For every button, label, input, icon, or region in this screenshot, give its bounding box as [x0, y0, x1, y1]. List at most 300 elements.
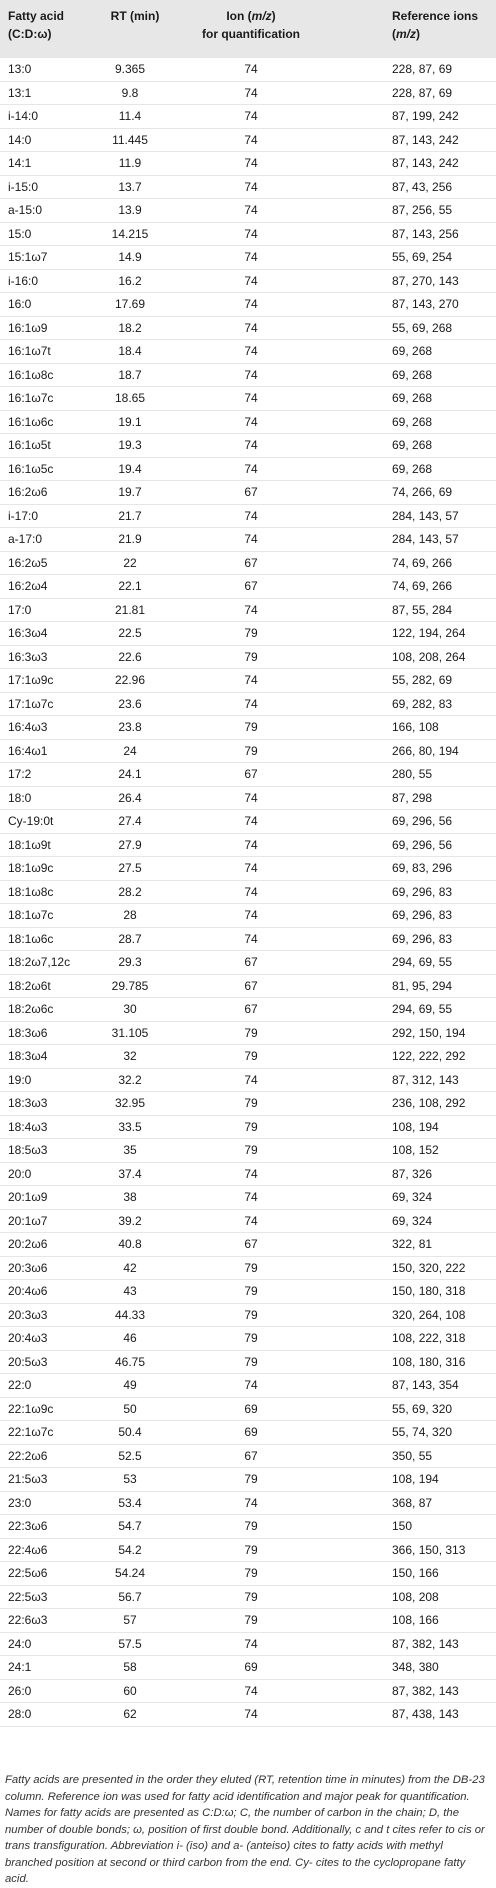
- table-row: [0, 340, 496, 364]
- cell-reference-ions: 108, 208: [392, 1589, 439, 1604]
- cell-fatty-acid: 16:3ω4: [8, 626, 48, 640]
- cell-rt: 50.4: [118, 1425, 142, 1439]
- header-ion: [176, 0, 326, 58]
- table-row: [0, 152, 496, 176]
- cell-fatty-acid: 22:0: [8, 1378, 32, 1392]
- cell-rt: 49: [123, 1378, 137, 1392]
- cell-ion: 74: [244, 344, 258, 358]
- cell-rt: 57: [123, 1613, 137, 1627]
- cell-ion: 69: [244, 1660, 258, 1674]
- cell-fatty-acid: 22:1ω9c: [8, 1401, 54, 1416]
- cell-rt: 50: [123, 1401, 137, 1416]
- cell-ion: 74: [244, 391, 258, 405]
- table-row: [0, 975, 496, 999]
- table-row: [0, 1233, 496, 1257]
- cell-fatty-acid: 16:3ω3: [8, 649, 48, 664]
- cell-reference-ions: 294, 69, 55: [392, 1002, 453, 1016]
- cell-reference-ions: 69, 268: [392, 367, 433, 382]
- cell-rt: 27.5: [118, 861, 142, 875]
- cell-rt: 58: [123, 1660, 137, 1674]
- cell-reference-ions: 69, 296, 56: [392, 814, 453, 828]
- cell-reference-ions: 55, 282, 69: [392, 673, 453, 687]
- cell-ion: 67: [244, 978, 258, 993]
- cell-fatty-acid: i-16:0: [8, 273, 39, 288]
- cell-ion: 79: [244, 1613, 258, 1627]
- cell-reference-ions: 87, 143, 354: [392, 1378, 459, 1392]
- cell-reference-ions: 87, 199, 242: [392, 109, 459, 123]
- cell-fatty-acid: 24:0: [8, 1636, 32, 1651]
- cell-ion: 74: [244, 179, 258, 194]
- cell-ion: 74: [244, 461, 258, 476]
- table-row: [0, 505, 496, 529]
- cell-ion: 74: [244, 132, 258, 147]
- header-ion-line2: for quantification: [202, 27, 300, 41]
- table-row: [0, 58, 496, 82]
- cell-fatty-acid: 20:4ω6: [8, 1284, 48, 1298]
- cell-fatty-acid: 17:2: [8, 767, 32, 781]
- cell-fatty-acid: 16:1ω7t: [8, 344, 51, 358]
- cell-ion: 79: [244, 1354, 258, 1369]
- cell-ion: 74: [244, 367, 258, 382]
- cell-reference-ions: 228, 87, 69: [392, 62, 453, 76]
- cell-ion: 74: [244, 1213, 258, 1228]
- cell-rt: 38: [123, 1190, 137, 1204]
- table-row: [0, 1304, 496, 1328]
- cell-ion: 74: [244, 884, 258, 899]
- cell-fatty-acid: 24:1: [8, 1660, 32, 1674]
- cell-rt: 54.2: [118, 1542, 142, 1557]
- cell-reference-ions: 55, 69, 320: [392, 1401, 453, 1416]
- table-row: [0, 998, 496, 1022]
- cell-ion: 74: [244, 861, 258, 875]
- cell-reference-ions: 368, 87: [392, 1495, 433, 1510]
- cell-fatty-acid: 20:4ω3: [8, 1331, 48, 1345]
- table-row: [0, 1116, 496, 1140]
- cell-rt: 18.4: [118, 344, 142, 358]
- table-row: [0, 364, 496, 388]
- cell-reference-ions: 87, 43, 256: [392, 179, 453, 194]
- cell-rt: 9.365: [114, 62, 146, 76]
- table-row: [0, 1703, 496, 1727]
- cell-reference-ions: 236, 108, 292: [392, 1096, 466, 1110]
- table-row: [0, 1280, 496, 1304]
- cell-fatty-acid: 23:0: [8, 1495, 32, 1510]
- cell-ion: 79: [244, 1331, 258, 1345]
- cell-reference-ions: 280, 55: [392, 767, 433, 781]
- cell-rt: 23.8: [118, 720, 142, 734]
- table-row: [0, 928, 496, 952]
- cell-ion: 79: [244, 626, 258, 640]
- cell-ion: 74: [244, 790, 258, 805]
- cell-rt: 24: [123, 743, 137, 758]
- cell-ion: 79: [244, 1119, 258, 1134]
- table-row: [0, 1492, 496, 1516]
- cell-rt: 43: [123, 1284, 137, 1298]
- cell-rt: 19.7: [118, 485, 142, 499]
- table-row: [0, 763, 496, 787]
- cell-reference-ions: 69, 268: [392, 391, 433, 405]
- cell-reference-ions: 69, 268: [392, 414, 433, 429]
- table-row: [0, 270, 496, 294]
- cell-ion: 69: [244, 1401, 258, 1416]
- cell-reference-ions: 348, 380: [392, 1660, 439, 1674]
- cell-rt: 29.3: [118, 955, 142, 969]
- cell-rt: 54.24: [114, 1566, 146, 1580]
- cell-fatty-acid: 18:0: [8, 790, 32, 805]
- cell-ion: 79: [244, 1307, 258, 1322]
- header-rt: [84, 0, 176, 58]
- cell-reference-ions: 87, 382, 143: [392, 1636, 459, 1651]
- cell-reference-ions: 108, 194: [392, 1119, 439, 1134]
- cell-ion: 67: [244, 555, 258, 570]
- cell-ion: 74: [244, 508, 258, 523]
- table-row: [0, 1022, 496, 1046]
- cell-fatty-acid: 16:1ω6c: [8, 414, 54, 429]
- cell-ion: 74: [244, 814, 258, 828]
- cell-reference-ions: 55, 69, 254: [392, 250, 453, 264]
- cell-rt: 31.105: [111, 1025, 149, 1040]
- cell-reference-ions: 87, 312, 143: [392, 1072, 459, 1087]
- table-row: [0, 1398, 496, 1422]
- cell-ion: 74: [244, 1707, 258, 1721]
- cell-reference-ions: 87, 438, 143: [392, 1707, 459, 1721]
- table-row: [0, 1210, 496, 1234]
- cell-fatty-acid: 18:1ω9t: [8, 837, 51, 852]
- table-row: [0, 552, 496, 576]
- header-fatty-acid: [0, 0, 84, 58]
- table-row: [0, 387, 496, 411]
- cell-rt: 57.5: [118, 1636, 142, 1651]
- table-row: [0, 857, 496, 881]
- cell-reference-ions: 284, 143, 57: [392, 508, 459, 523]
- header-ref-line1: Reference ions: [392, 9, 479, 23]
- cell-rt: 32.2: [118, 1072, 142, 1087]
- header-ref: [326, 0, 496, 58]
- cell-rt: 35: [123, 1143, 137, 1157]
- cell-fatty-acid: 18:3ω4: [8, 1049, 48, 1063]
- cell-fatty-acid: 16:1ω5c: [8, 461, 54, 476]
- cell-fatty-acid: i-15:0: [8, 179, 39, 194]
- cell-reference-ions: 108, 208, 264: [392, 649, 466, 664]
- cell-fatty-acid: 13:0: [8, 62, 32, 76]
- cell-rt: 37.4: [118, 1166, 142, 1181]
- cell-reference-ions: 87, 382, 143: [392, 1683, 459, 1698]
- table-row: [0, 1680, 496, 1704]
- cell-ion: 79: [244, 1143, 258, 1157]
- cell-rt: 17.69: [114, 297, 146, 311]
- cell-rt: 60: [123, 1683, 137, 1698]
- cell-rt: 21.7: [118, 508, 142, 523]
- cell-reference-ions: 350, 55: [392, 1448, 433, 1463]
- cell-fatty-acid: 22:4ω6: [8, 1542, 48, 1557]
- table-row: [0, 481, 496, 505]
- cell-fatty-acid: 22:5ω6: [8, 1566, 48, 1580]
- table-row: [0, 716, 496, 740]
- cell-reference-ions: 166, 108: [392, 720, 439, 734]
- cell-ion: 74: [244, 438, 258, 452]
- cell-reference-ions: 69, 268: [392, 344, 433, 358]
- table-row: [0, 246, 496, 270]
- cell-reference-ions: 69, 296, 83: [392, 931, 453, 946]
- header-fatty-acid-line1: Fatty acid: [8, 9, 65, 23]
- cell-rt: 13.7: [118, 179, 142, 194]
- cell-reference-ions: 284, 143, 57: [392, 532, 459, 546]
- cell-fatty-acid: 13:1: [8, 85, 32, 100]
- cell-ion: 79: [244, 720, 258, 734]
- table-row: [0, 599, 496, 623]
- cell-fatty-acid: 18:1ω8c: [8, 884, 54, 899]
- table-row: [0, 810, 496, 834]
- cell-reference-ions: 87, 270, 143: [392, 273, 459, 288]
- cell-rt: 33.5: [118, 1119, 142, 1134]
- cell-reference-ions: 266, 80, 194: [392, 743, 459, 758]
- cell-reference-ions: 69, 324: [392, 1190, 433, 1204]
- cell-rt: 11.4: [118, 109, 142, 123]
- table-row: [0, 223, 496, 247]
- cell-fatty-acid: 20:3ω6: [8, 1260, 48, 1275]
- cell-ion: 74: [244, 673, 258, 687]
- cell-fatty-acid: 18:4ω3: [8, 1119, 48, 1134]
- table-row: [0, 176, 496, 200]
- cell-fatty-acid: 20:5ω3: [8, 1354, 48, 1369]
- cell-reference-ions: 108, 180, 316: [392, 1354, 466, 1369]
- cell-ion: 74: [244, 837, 258, 852]
- table-row: [0, 1562, 496, 1586]
- cell-reference-ions: 74, 69, 266: [392, 555, 453, 570]
- cell-rt: 22.96: [114, 673, 146, 687]
- table-row: [0, 317, 496, 341]
- table-row: [0, 1257, 496, 1281]
- cell-ion: 67: [244, 579, 258, 593]
- cell-reference-ions: 69, 268: [392, 461, 433, 476]
- table-row: [0, 740, 496, 764]
- cell-fatty-acid: 22:5ω3: [8, 1589, 48, 1604]
- table-row: [0, 693, 496, 717]
- cell-fatty-acid: 18:2ω6c: [8, 1002, 54, 1016]
- cell-fatty-acid: a-17:0: [8, 532, 43, 546]
- table-row: [0, 622, 496, 646]
- cell-reference-ions: 320, 264, 108: [392, 1307, 466, 1322]
- cell-reference-ions: 150, 180, 318: [392, 1284, 466, 1298]
- cell-rt: 22.1: [118, 579, 142, 593]
- header-rt-line1: RT (min): [110, 9, 160, 23]
- cell-rt: 21.9: [118, 532, 142, 546]
- cell-rt: 32: [123, 1049, 137, 1063]
- cell-fatty-acid: a-15:0: [8, 203, 43, 217]
- cell-rt: 29.785: [111, 978, 149, 993]
- cell-ion: 67: [244, 1237, 258, 1251]
- table-row: [0, 575, 496, 599]
- table-row: [0, 434, 496, 458]
- cell-ion: 79: [244, 1519, 258, 1533]
- cell-rt: 27.9: [118, 837, 142, 852]
- cell-fatty-acid: 20:1ω9: [8, 1190, 48, 1204]
- cell-ion: 67: [244, 485, 258, 499]
- cell-rt: 53: [123, 1472, 137, 1486]
- cell-fatty-acid: 18:3ω6: [8, 1025, 48, 1040]
- cell-reference-ions: 108, 166: [392, 1613, 439, 1627]
- cell-reference-ions: 150, 166: [392, 1566, 439, 1580]
- cell-ion: 79: [244, 1284, 258, 1298]
- table-row: [0, 1656, 496, 1680]
- cell-rt: 27.4: [118, 814, 142, 828]
- table-header: [0, 0, 496, 58]
- cell-fatty-acid: 28:0: [8, 1707, 32, 1721]
- cell-rt: 22.6: [118, 649, 142, 664]
- table-row: [0, 1327, 496, 1351]
- cell-fatty-acid: Cy-19:0t: [8, 814, 54, 828]
- cell-fatty-acid: 16:1ω7c: [8, 391, 54, 405]
- cell-reference-ions: 69, 296, 83: [392, 908, 453, 922]
- table-row: [0, 1092, 496, 1116]
- cell-fatty-acid: 20:3ω3: [8, 1307, 48, 1322]
- cell-rt: 21.81: [114, 602, 146, 617]
- table-row: [0, 1351, 496, 1375]
- cell-ion: 79: [244, 649, 258, 664]
- cell-rt: 13.9: [118, 203, 142, 217]
- table-row: [0, 1586, 496, 1610]
- table-row: [0, 669, 496, 693]
- cell-fatty-acid: 17:0: [8, 602, 32, 617]
- cell-fatty-acid: i-17:0: [8, 508, 39, 523]
- cell-rt: 46.75: [114, 1354, 146, 1369]
- cell-ion: 74: [244, 602, 258, 617]
- cell-fatty-acid: 22:3ω6: [8, 1519, 48, 1533]
- table-row: [0, 1374, 496, 1398]
- cell-ion: 74: [244, 250, 258, 264]
- cell-reference-ions: 87, 256, 55: [392, 203, 453, 217]
- cell-ion: 74: [244, 203, 258, 217]
- table-row: [0, 951, 496, 975]
- cell-ion: 74: [244, 1636, 258, 1651]
- cell-fatty-acid: 20:0: [8, 1166, 32, 1181]
- cell-ion: 67: [244, 1002, 258, 1016]
- cell-ion: 74: [244, 1166, 258, 1181]
- table-row: [0, 1633, 496, 1657]
- table-row: [0, 1609, 496, 1633]
- cell-fatty-acid: 18:5ω3: [8, 1143, 48, 1157]
- cell-fatty-acid: 19:0: [8, 1072, 32, 1087]
- cell-rt: 14.215: [111, 226, 149, 241]
- cell-fatty-acid: 20:2ω6: [8, 1237, 48, 1251]
- table-row: [0, 1445, 496, 1469]
- cell-fatty-acid: 18:1ω6c: [8, 931, 54, 946]
- cell-fatty-acid: 16:0: [8, 297, 32, 311]
- cell-fatty-acid: 15:1ω7: [8, 250, 48, 264]
- cell-rt: 53.4: [118, 1495, 142, 1510]
- cell-ion: 74: [244, 109, 258, 123]
- cell-ion: 74: [244, 273, 258, 288]
- table-footnote: Fatty acids are presented in the order they eluted (RT, retention time in minutes) from the DB-23 column. Reference ion was used for fatty acid identification and major peak for quantification. Names for fatty acids are presented as C:D:ω; C, the number of carbon in the chain; D, the number of double bonds; ω, position of first double bond. Additionally, c and t cites refer to cis or trans transfiguration. Abbreviation i- (iso) and a- (anteiso) cites to fatty acids with methyl branched position at second or third carbon from the end. Cy- cites to the cyclopropane fatty acid.: [5, 1774, 485, 1885]
- cell-fatty-acid: 18:1ω9c: [8, 861, 54, 875]
- cell-reference-ions: 69, 83, 296: [392, 861, 453, 875]
- cell-reference-ions: 294, 69, 55: [392, 955, 453, 969]
- cell-ion: 74: [244, 1190, 258, 1204]
- cell-fatty-acid: 22:6ω3: [8, 1613, 48, 1627]
- cell-rt: 44.33: [114, 1307, 146, 1322]
- table-row: [0, 82, 496, 106]
- cell-ion: 79: [244, 743, 258, 758]
- cell-rt: 40.8: [118, 1237, 142, 1251]
- cell-ion: 79: [244, 1566, 258, 1580]
- cell-fatty-acid: 16:2ω5: [8, 555, 48, 570]
- cell-reference-ions: 322, 81: [392, 1237, 433, 1251]
- table-row: [0, 1163, 496, 1187]
- cell-fatty-acid: 18:2ω6t: [8, 978, 51, 993]
- header-ion-line1: Ion (m/z): [226, 9, 276, 23]
- cell-reference-ions: 87, 55, 284: [392, 602, 453, 617]
- table-row: [0, 528, 496, 552]
- cell-rt: 19.1: [118, 414, 142, 429]
- cell-reference-ions: 108, 194: [392, 1472, 439, 1486]
- cell-rt: 32.95: [114, 1096, 146, 1110]
- cell-reference-ions: 69, 324: [392, 1213, 433, 1228]
- cell-ion: 74: [244, 1495, 258, 1510]
- cell-fatty-acid: 15:0: [8, 226, 32, 241]
- cell-reference-ions: 55, 69, 268: [392, 320, 453, 335]
- cell-fatty-acid: 21:5ω3: [8, 1472, 48, 1486]
- cell-ion: 79: [244, 1096, 258, 1110]
- cell-rt: 18.7: [118, 367, 142, 382]
- cell-fatty-acid: 17:1ω7c: [8, 696, 54, 711]
- cell-ion: 67: [244, 955, 258, 969]
- cell-rt: 19.3: [118, 438, 142, 452]
- cell-fatty-acid: 22:2ω6: [8, 1448, 48, 1463]
- cell-reference-ions: 87, 143, 242: [392, 132, 459, 147]
- table-row: [0, 1468, 496, 1492]
- cell-ion: 79: [244, 1049, 258, 1063]
- cell-ion: 67: [244, 767, 258, 781]
- cell-ion: 74: [244, 931, 258, 946]
- cell-ion: 74: [244, 1683, 258, 1698]
- cell-reference-ions: 150, 320, 222: [392, 1260, 466, 1275]
- cell-rt: 30: [123, 1002, 137, 1016]
- cell-rt: 46: [123, 1331, 137, 1345]
- cell-rt: 16.2: [118, 273, 142, 288]
- cell-fatty-acid: 14:1: [8, 156, 32, 170]
- cell-fatty-acid: 16:1ω5t: [8, 438, 51, 452]
- table-row: [0, 105, 496, 129]
- cell-rt: 24.1: [118, 767, 142, 781]
- cell-fatty-acid: i-14:0: [8, 109, 39, 123]
- table-body: [0, 58, 496, 1727]
- cell-fatty-acid: 17:1ω9c: [8, 673, 54, 687]
- cell-reference-ions: 69, 296, 56: [392, 837, 453, 852]
- cell-ion: 69: [244, 1425, 258, 1439]
- cell-reference-ions: 150: [392, 1519, 413, 1533]
- cell-ion: 74: [244, 297, 258, 311]
- table-row: [0, 1139, 496, 1163]
- table-row: [0, 1515, 496, 1539]
- cell-fatty-acid: 16:2ω4: [8, 579, 48, 593]
- cell-rt: 11.445: [112, 132, 148, 147]
- cell-reference-ions: 122, 222, 292: [392, 1049, 466, 1063]
- cell-ion: 74: [244, 696, 258, 711]
- cell-reference-ions: 366, 150, 313: [392, 1542, 466, 1557]
- cell-rt: 22: [123, 555, 137, 570]
- table-row: [0, 904, 496, 928]
- cell-fatty-acid: 16:4ω3: [8, 720, 48, 734]
- cell-reference-ions: 87, 326: [392, 1166, 433, 1181]
- cell-rt: 22.5: [118, 626, 142, 640]
- cell-fatty-acid: 16:1ω8c: [8, 367, 54, 382]
- table-row: [0, 1045, 496, 1069]
- cell-reference-ions: 292, 150, 194: [392, 1025, 466, 1040]
- table-row: [0, 1186, 496, 1210]
- cell-fatty-acid: 22:1ω7c: [8, 1425, 54, 1439]
- cell-rt: 18.2: [118, 320, 142, 335]
- cell-rt: 11.9: [118, 156, 142, 170]
